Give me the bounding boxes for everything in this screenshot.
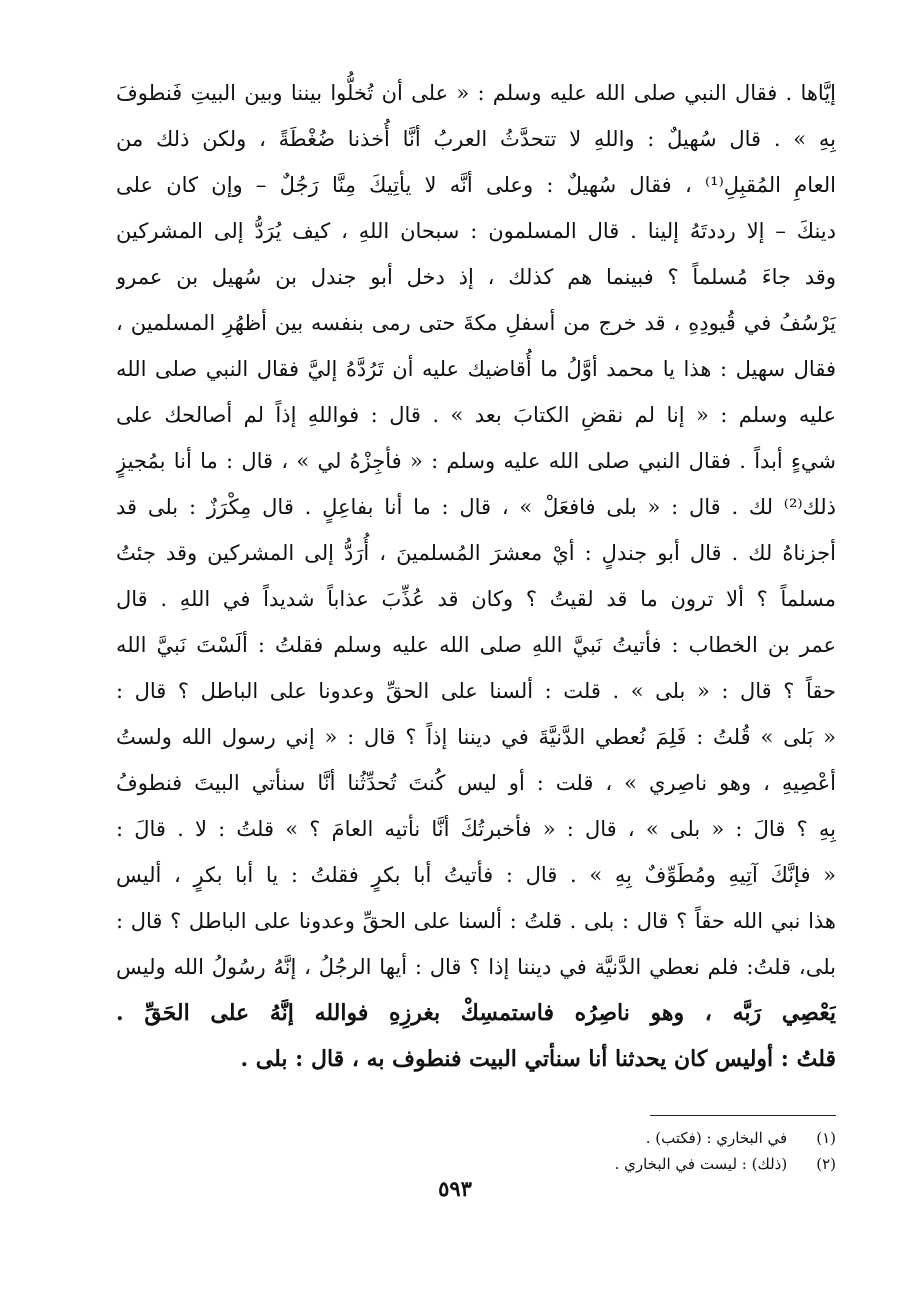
text-line-18: « فإنَّكَ آتِيهِ ومُطَوِّفٌ بِهِ » . قال : فأتيتُ أبا بكرٍ فقلتُ : يا أبا بكرٍ ، أليس: [116, 863, 836, 887]
text-line-21: يَعْصِي رَبَّه ، وهو ناصِرُه فاستمسِكْ بغرزِهِ فوالله إنَّهُ على الحَقِّ .: [116, 1000, 836, 1026]
page-number: ٥٩٣: [438, 1176, 472, 1201]
text-line-12: مسلماً ؟ ألا ترون ما قد لقيتُ ؟ وكان قد عُذِّبَ عذاباً شديداً في اللهِ . قال: [116, 587, 836, 611]
footnote-1: [300, 1125, 836, 1151]
body-text: [116, 70, 836, 1082]
text-line-4: دينكَ – إلا رددتَهُ إلينا . قال المسلمون : سبحان اللهِ ، كيف يُرَدُّ إلى المشركين: [116, 219, 836, 243]
footnote-text: في البخاري : (فكتب) .: [645, 1129, 788, 1147]
text-line-6: يَرْسُفُ في قُيودِهِ ، قد خرج من أسفلِ مكةَ حتى رمى بنفسه بين أظهُرِ المسلمين ،: [116, 311, 836, 335]
text-line-13: عمر بن الخطاب : فأتيتُ نَبيَّ اللهِ صلى الله عليه وسلم فقلتُ : ألَسْتَ نَبيَّ الله: [116, 633, 836, 657]
text-line-8: عليه وسلم : « إنا لم نقضِ الكتابَ بعد » . قال : فواللهِ إذاً لم أصالحك على: [116, 403, 836, 427]
footnote-text: (ذلك) : ليست في البخاري .: [614, 1155, 788, 1173]
text-line-3: العامِ المُقبِلِ⁽¹⁾ ، فقال سُهيلٌ : وعلى أنَّه لا يأتِيكَ مِنَّا رَجُلٌ – وإن كان على: [116, 173, 836, 197]
footnote-separator: [650, 1115, 836, 1116]
footnotes: [300, 1125, 836, 1177]
footnote-number: (٢): [816, 1155, 836, 1173]
text-line-15: « بَلى » قُلتُ : فَلِمَ نُعطي الدَّنيَّةَ في ديننا إذاً ؟ قال : « إني رسول الله ولستُ: [116, 725, 836, 749]
text-line-11: أجزناهُ لك . قال أبو جندلٍ : أيْ معشرَ المُسلمينَ ، أُرَدُّ إلى المشركين وقد جئتُ: [116, 541, 836, 565]
text-line-9: شيءٍ أبداً . فقال النبي صلى الله عليه وسلم : « فأجِزْهُ لي » ، قال : ما أنا بمُجيزٍ: [116, 449, 836, 473]
text-line-2: بِهِ » . قال سُهيلٌ : واللهِ لا تتحدَّثُ العربُ أنَّا أُخذنا ضُغْطَةً ، ولكن ذلك من: [116, 127, 836, 151]
footnote-2: [300, 1151, 836, 1177]
text-line-20: بلى، قلتُ: فلم نعطي الدَّنيَّة في ديننا إذا ؟ قال : أيها الرجُلُ ، إنَّهُ رسُولُ الله وليس: [116, 955, 836, 979]
footnote-number: (١): [816, 1129, 836, 1147]
text-line-1: إيَّاها . فقال النبي صلى الله عليه وسلم : « على أن تُخلُّوا بيننا وبين البيتِ فَنطوفَ: [116, 81, 836, 105]
text-line-5: وقد جاءَ مُسلماً ؟ فبينما هم كذلك ، إذ دخل أبو جندل بن سُهيل بن عمرو: [116, 265, 836, 289]
text-line-16: أعْصِيهِ ، وهو ناصِري » ، قلت : أو ليس كُنتَ تُحدِّثُنا أنَّا سنأتي البيتَ فنطوفُ: [116, 771, 836, 795]
text-line-19: هذا نبي الله حقاً ؟ قال : بلى . قلتُ : ألسنا على الحقِّ وعدونا على الباطل ؟ قال :: [116, 909, 836, 933]
text-line-14: حقاً ؟ قال : « بلى » . قلت : ألسنا على الحقِّ وعدونا على الباطل ؟ قال :: [116, 679, 836, 703]
text-line-10: ذلك⁽²⁾ لك . قال : « بلى فافعَلْ » ، قال : ما أنا بفاعِلٍ . قال مِكْرَزٌ : بلى قد: [116, 495, 836, 519]
text-line-17: بِهِ ؟ قالَ : « بلى » ، قال : « فأخبرتُكَ أنَّا نأتيه العامَ ؟ » قلتُ : لا . قالَ :: [116, 817, 836, 841]
text-line-22: قلتُ : أوليس كان يحدثنا أنا سنأتي البيت فنطوف به ، قال : بلى .: [240, 1046, 836, 1072]
text-line-7: فقال سهيل : هذا يا محمد أوَّلُ ما أُقاضيك عليه أن تَرُدَّهُ إليَّ فقال النبي صلى الله: [116, 357, 836, 381]
